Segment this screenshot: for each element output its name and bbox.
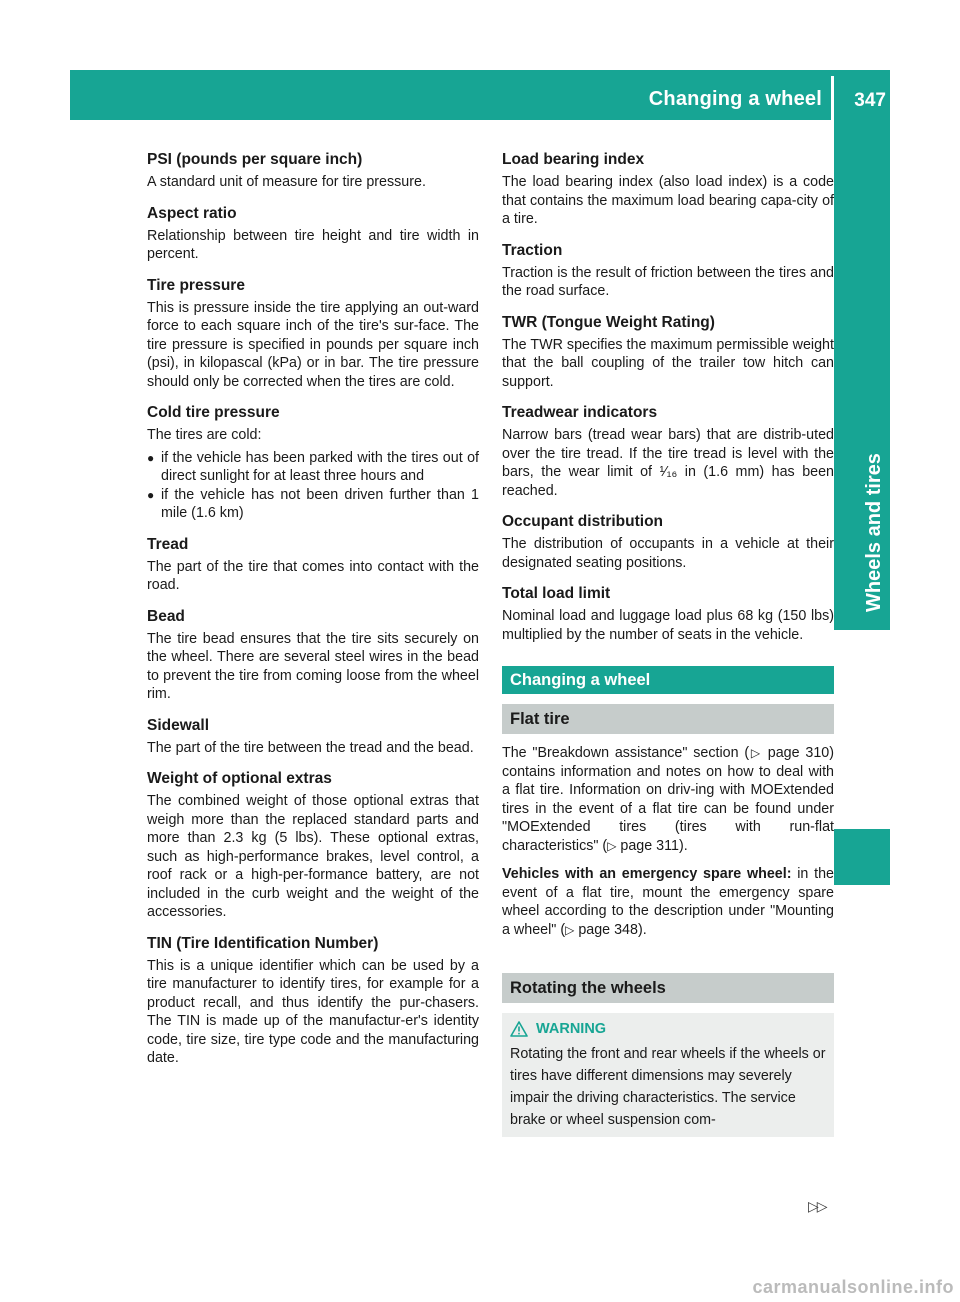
heading: Load bearing index	[502, 151, 645, 168]
section-bar-flat-tire: Flat tire	[502, 704, 834, 734]
bullet-icon: ●	[147, 450, 155, 465]
arrow-right-icon: ▷	[565, 922, 575, 937]
warning-label: WARNING	[536, 1021, 607, 1037]
list-item-text: if the vehicle has been parked with the tires out of direct sunlight for at least three hours and	[161, 449, 479, 484]
header-title: Changing a wheel	[648, 88, 822, 110]
heading: Tread	[147, 535, 189, 553]
section-traction	[502, 241, 834, 301]
warning-text: Rotating the front and rear wheels if the wheels or tires have different dimensions may severely impair the driving characteristics. The service brake or wheel suspension com-	[510, 1046, 826, 1128]
heading: TWR (Tongue Weight Rating)	[502, 313, 715, 331]
page-number: 347	[854, 90, 886, 111]
section-aspect-ratio	[147, 204, 479, 264]
text: The "Breakdown assistance" section (	[502, 745, 750, 761]
section-tin	[147, 934, 479, 1068]
heading: Sidewall	[147, 716, 210, 734]
section-bar-rotating-wheels: Rotating the wheels	[502, 973, 834, 1003]
text: in the event of a flat tire, mount the emergency spare wheel according to the description under "Mounting a wheel" (	[502, 866, 835, 938]
paragraph: The combined weight of those optional extras that weigh more than the replaced standard parts and more than 2.3 kg (5 lbs). These optional extras, such as high-performance brakes, level control, a roof rack or a high-per-formance battery, are not included in the curb weight and the weight of the accessories.	[147, 793, 479, 920]
bullet-icon: ●	[147, 487, 155, 502]
paragraph: The tires are cold:	[147, 427, 262, 443]
side-tab	[834, 120, 890, 630]
paragraph: This is pressure inside the tire applying an out-ward force to each square inch of the tire's sur-face. The tire pressure is specified in pounds per square inch (psi), in kilopascal (kPa) or in bar. The tire pressure should only be corrected when the tires are cold.	[147, 299, 479, 390]
warning-triangle-icon	[510, 1021, 528, 1037]
heading: Tire pressure	[147, 276, 245, 294]
section-tire-pressure	[147, 276, 479, 392]
continue-icon: ▷▷	[808, 1198, 826, 1214]
paragraph: This is a unique identifier which can be used by a tire manufacturer to identify tires, for example for a product recall, and thus identify the pur-chasers. The TIN is made up of the manufactur-er's identity code, tire size, tire type code and the manufacturing date.	[147, 957, 479, 1066]
watermark: carmanualsonline.info	[752, 1277, 954, 1297]
warning-box	[502, 1013, 834, 1137]
section-treadwear	[502, 403, 834, 500]
section-cold-tire-pressure	[147, 403, 479, 523]
list-item	[147, 449, 479, 486]
heading: TIN (Tire Identification Number)	[147, 934, 379, 952]
side-tab-label: Wheels and tires	[863, 453, 885, 612]
paragraph: The distribution of occupants in a vehicle at their designated seating positions.	[502, 536, 834, 571]
warning-header	[510, 1021, 826, 1037]
spare-wheel-paragraph	[502, 865, 834, 939]
section-twr	[502, 313, 834, 392]
paragraph: Nominal load and luggage load plus 68 kg (150 lbs) multiplied by the number of seats in the vehicle.	[502, 608, 834, 643]
paragraph: The part of the tire between the tread and the bead.	[147, 739, 474, 756]
flat-tire-paragraph	[502, 744, 834, 855]
section-sidewall	[147, 716, 479, 758]
heading: Traction	[502, 241, 563, 259]
paragraph: Narrow bars (tread wear bars) that are distrib-uted over the tire tread. If the tire tread is level with the bars, the wear limit of ¹⁄₁₆ in (1.6 mm) has been reached.	[502, 427, 834, 499]
header-separator	[831, 76, 834, 120]
section-total-load-limit	[502, 584, 834, 644]
xref-link[interactable]: page 310) contains information and notes on how to deal with a flat tire. Information on driv-ing with MOExtended tires in the event of a flat tire can be found under "MOExtended tires (tires with run-flat characteristics" (	[502, 745, 834, 854]
paragraph: The tire bead ensures that the tire sits securely on the wheel. There are several steel wires in the bead to prevent the tire from coming loose from the wheel rim.	[147, 630, 479, 702]
arrow-right-icon: ▷	[749, 746, 762, 760]
header-bar	[70, 70, 890, 120]
heading: Weight of optional extras	[147, 770, 332, 787]
left-column	[147, 150, 479, 1080]
heading: Occupant distribution	[502, 513, 664, 530]
paragraph: A standard unit of measure for tire pressure.	[147, 174, 426, 190]
section-tread	[147, 535, 479, 595]
xref-link[interactable]: page 348).	[578, 921, 647, 938]
side-marker	[834, 829, 890, 885]
paragraph: The part of the tire that comes into contact with the road.	[147, 558, 479, 593]
bullet-list	[147, 449, 479, 523]
arrow-right-icon: ▷	[607, 838, 617, 853]
section-load-index	[502, 150, 834, 229]
paragraph: Traction is the result of friction between the tires and the road surface.	[502, 264, 834, 299]
section-bead	[147, 607, 479, 704]
paragraph: Relationship between tire height and tire width in percent.	[147, 227, 479, 262]
paragraph: The TWR specifies the maximum permissible weight that the ball coupling of the trailer tow hitch can support.	[502, 336, 834, 390]
heading: Total load limit	[502, 585, 611, 602]
section-occupant-distribution	[502, 512, 834, 572]
heading: Treadwear indicators	[502, 404, 658, 421]
heading: Cold tire pressure	[147, 404, 280, 421]
heading: Bead	[147, 607, 185, 625]
heading: PSI (pounds per square inch)	[147, 151, 363, 168]
list-item-text: if the vehicle has not been driven further than 1 mile (1.6 km)	[161, 486, 479, 521]
section-psi	[147, 150, 479, 192]
list-item	[147, 486, 479, 523]
bold-lead: Vehicles with an emergency spare wheel:	[502, 866, 792, 882]
xref-link[interactable]: page 311).	[620, 837, 688, 854]
right-column	[502, 150, 834, 1137]
section-bar-changing-wheel: Changing a wheel	[502, 666, 834, 694]
heading: Aspect ratio	[147, 204, 237, 222]
section-optional-extras	[147, 769, 479, 922]
paragraph: The load bearing index (also load index) is a code that contains the maximum load bearing capa-city of a tire.	[502, 174, 834, 227]
